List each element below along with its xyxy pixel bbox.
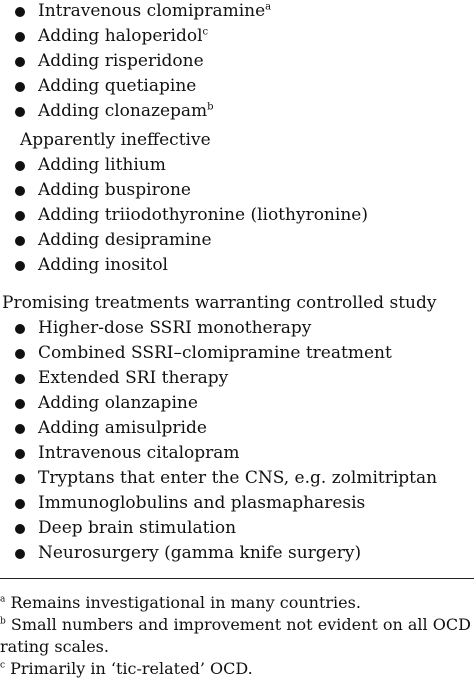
list-item xyxy=(0,99,271,124)
item-text: Extended SRI therapy xyxy=(38,368,229,388)
list-item xyxy=(0,366,437,391)
group1-list xyxy=(0,0,271,124)
item-text: Adding risperidone xyxy=(38,51,204,71)
item-text: Adding lithium xyxy=(38,155,166,175)
list-item xyxy=(0,228,368,253)
footnote-mark: a xyxy=(265,1,272,13)
list-item xyxy=(0,491,437,516)
item-text: Adding amisulpride xyxy=(38,418,207,438)
list-item xyxy=(0,341,437,366)
footnote-mark: a xyxy=(0,594,6,605)
item-text: Adding triiodothyronine (liothyronine) xyxy=(38,205,368,225)
footnote xyxy=(0,614,471,636)
footnote-mark: b xyxy=(0,616,6,627)
footnote-divider xyxy=(0,578,474,579)
ineffective-section xyxy=(0,128,368,278)
item-text: Adding clonazepam xyxy=(38,101,208,121)
list-item xyxy=(0,74,271,99)
list-item xyxy=(0,24,271,49)
item-text: Combined SSRI–clomipramine treatment xyxy=(38,343,392,363)
promising-list xyxy=(0,316,437,566)
footnote xyxy=(0,592,471,614)
section-heading: Apparently ineffective xyxy=(20,130,211,150)
item-text: Adding haloperidol xyxy=(38,26,203,46)
footnote-mark: b xyxy=(207,101,214,113)
group1 xyxy=(0,0,271,124)
list-item xyxy=(0,441,437,466)
list-item xyxy=(0,178,368,203)
section-heading: Promising treatments warranting controlled study xyxy=(2,293,437,313)
footnote-text: rating scales. xyxy=(0,637,109,656)
footnote xyxy=(0,658,471,680)
item-text: Adding olanzapine xyxy=(38,393,198,413)
item-text: Adding desipramine xyxy=(38,230,212,250)
list-item xyxy=(0,541,437,566)
footnote-mark: c xyxy=(202,26,209,38)
footnote xyxy=(0,636,471,658)
item-text: Intravenous clomipramine xyxy=(38,1,266,21)
ineffective-list xyxy=(0,153,368,278)
promising-section xyxy=(0,291,437,566)
item-text: Adding inositol xyxy=(38,255,168,275)
item-text: Higher-dose SSRI monotherapy xyxy=(38,318,312,338)
footnote-mark: c xyxy=(0,660,6,671)
item-text: Intravenous citalopram xyxy=(38,443,240,463)
list-item xyxy=(0,49,271,74)
list-item xyxy=(0,516,437,541)
list-item xyxy=(0,0,271,24)
item-text: Immunoglobulins and plasmapharesis xyxy=(38,493,366,513)
list-item xyxy=(0,153,368,178)
footnote-text: Small numbers and improvement not evident on all OCD xyxy=(10,615,471,634)
item-text: Deep brain stimulation xyxy=(38,518,237,538)
list-item xyxy=(0,466,437,491)
item-text: Neurosurgery (gamma knife surgery) xyxy=(38,543,362,563)
list-item xyxy=(0,203,368,228)
list-item xyxy=(0,316,437,341)
list-item xyxy=(0,253,368,278)
footnote-text: Remains investigational in many countries. xyxy=(10,593,361,612)
footnote-text: Primarily in ‘tic-related’ OCD. xyxy=(10,659,253,678)
list-item xyxy=(0,416,437,441)
item-text: Tryptans that enter the CNS, e.g. zolmitriptan xyxy=(38,468,438,488)
list-item xyxy=(0,391,437,416)
item-text: Adding buspirone xyxy=(38,180,191,200)
item-text: Adding quetiapine xyxy=(38,76,197,96)
footnotes xyxy=(0,592,471,680)
